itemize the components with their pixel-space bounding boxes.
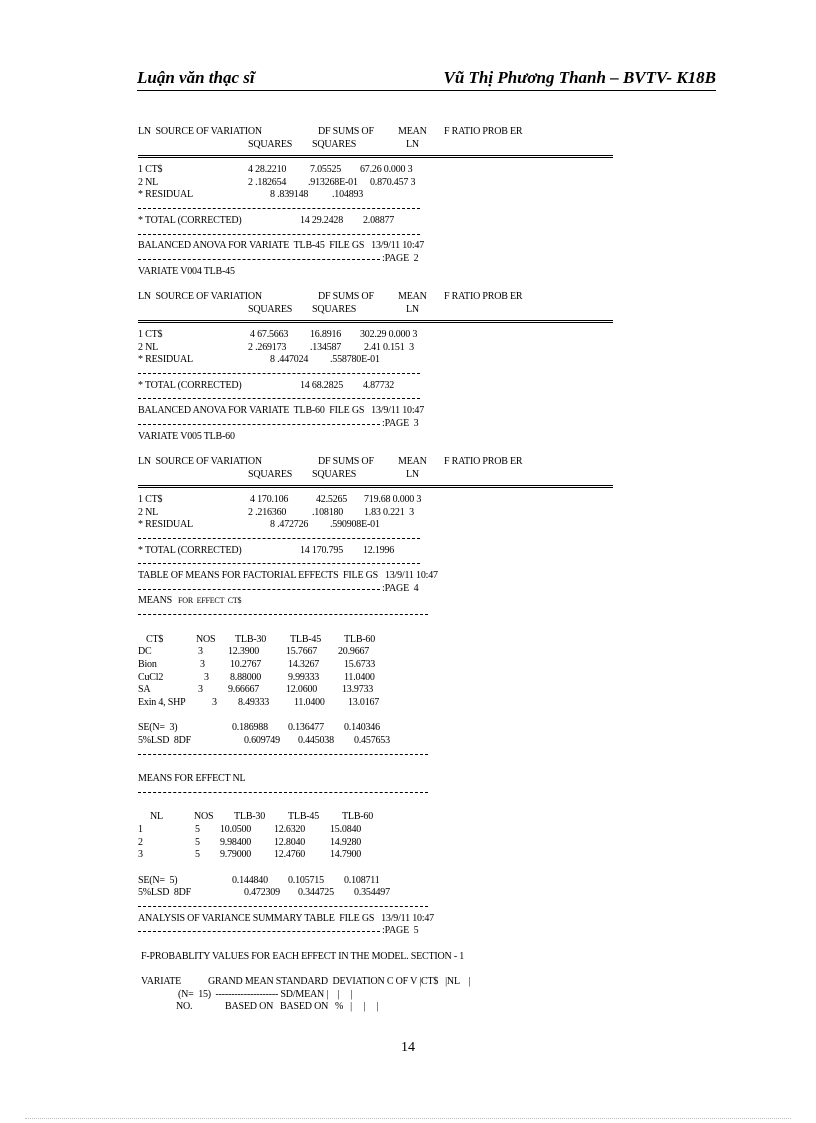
printout-cell: 15.0840 — [330, 823, 362, 835]
printout-cell: 15.6733 — [344, 658, 376, 670]
printout-cell: BALANCED ANOVA FOR VARIATE TLB-45 FILE GS 13/9/11 10:47 — [138, 240, 425, 252]
dashed-rule — [138, 792, 428, 793]
printout-cell: 8 .472726 — [270, 519, 309, 531]
printout-line — [138, 837, 638, 850]
printout-cell: CT$ — [146, 633, 164, 645]
footer-divider — [25, 1118, 791, 1119]
printout-cell: BASED ON BASED ON % | | | — [225, 1001, 379, 1013]
printout-cell: SQUARES — [312, 468, 357, 480]
printout-cell: VARIATE V004 TLB-45 — [138, 265, 235, 277]
printout-cell: DF SUMS OF — [318, 290, 374, 302]
printout-cell: 14 170.795 — [300, 544, 344, 556]
double-rule — [138, 320, 613, 323]
printout-cell: 9.79000 — [220, 849, 252, 861]
printout-cell: 0.144840 — [232, 874, 268, 886]
page-marker: :PAGE 4 — [382, 582, 419, 594]
printout-cell: TLB-30 — [234, 811, 266, 823]
printout-line — [138, 811, 638, 824]
printout-cell: TLB-30 — [235, 633, 267, 645]
dashed-rule — [138, 906, 428, 907]
dashed-rule — [138, 424, 380, 425]
printout-cell: SE(N= 5) — [138, 874, 178, 886]
printout-cell: .558780E-01 — [330, 354, 380, 366]
dashed-rule — [138, 234, 420, 235]
printout-line — [138, 494, 638, 507]
printout-cell: 1 CT$ — [138, 329, 163, 340]
printout-cell: F RATIO PROB ER — [444, 126, 523, 137]
printout-cell: 5%LSD 8DF — [138, 735, 192, 746]
printout-cell: .108180 — [312, 506, 344, 518]
printout-line — [138, 367, 638, 380]
printout-line — [138, 595, 638, 608]
printout-line — [138, 481, 638, 494]
printout-cell: MEANS FOR EFFECT NL — [138, 773, 246, 785]
printout-cell: 9.99333 — [288, 671, 320, 683]
printout-line — [138, 139, 638, 152]
double-rule — [138, 155, 613, 158]
printout-cell: 2.08877 — [363, 214, 395, 226]
printout-line — [138, 354, 638, 367]
printout-cell: .134587 — [310, 341, 342, 353]
printout-cell: NOS — [196, 633, 216, 645]
printout-cell: 11.0400 — [344, 671, 375, 683]
printout-cell: TLB-60 — [342, 811, 374, 823]
printout-line — [138, 253, 638, 266]
printout-line — [138, 469, 638, 482]
printout-line — [138, 329, 638, 342]
double-rule — [138, 485, 613, 488]
printout-cell: LN — [406, 468, 419, 480]
printout-cell: TABLE OF MEANS FOR FACTORIAL EFFECTS FILE GS 13/9/11 10:47 — [138, 570, 438, 582]
printout-cell: GRAND MEAN STANDARD DEVIATION C OF V |CT$ |NL | — [208, 976, 471, 988]
dashed-rule — [138, 754, 428, 755]
printout-line — [138, 202, 638, 215]
printout-cell: LN — [406, 138, 419, 150]
printout-line — [138, 989, 638, 1002]
printout-cell: 2 .269173 — [248, 341, 287, 353]
printout-cell: VARIATE — [141, 976, 182, 988]
printout-cell: SQUARES — [312, 303, 357, 315]
printout-line — [138, 760, 638, 773]
printout-cell: Exin 4, SHP — [138, 696, 186, 708]
printout-cell: (N= 15) -------------------- SD/MEAN | | | — [178, 988, 353, 1000]
printout-cell: NO. — [176, 1001, 193, 1013]
printout-line — [138, 887, 638, 900]
printout-line — [138, 215, 638, 228]
printout-cell: F-PROBABLITY VALUES FOR EACH EFFECT IN THE MODEL. SECTION - 1 — [141, 950, 465, 962]
dashed-rule — [138, 208, 420, 209]
printout-cell: * RESIDUAL — [138, 189, 193, 201]
printout-cell: 3 — [212, 696, 217, 708]
printout-cell: 14 29.2428 — [300, 214, 344, 226]
printout-line — [138, 621, 638, 634]
dashed-rule — [138, 614, 428, 615]
printout-line — [138, 722, 638, 735]
printout-cell: SQUARES — [248, 138, 293, 150]
printout-line — [138, 786, 638, 799]
printout-cell: * TOTAL (CORRECTED) — [138, 379, 242, 391]
printout-line — [138, 304, 638, 317]
printout-line — [138, 557, 638, 570]
printout-line — [138, 545, 638, 558]
dashed-rule — [138, 538, 420, 539]
dashed-rule — [138, 398, 420, 399]
printout-cell: 2.41 0.151 3 — [364, 341, 414, 353]
printout-cell: 302.29 0.000 3 — [360, 329, 418, 340]
printout-cell: 4 28.2210 — [248, 164, 287, 176]
printout-cell: 7.05525 — [310, 164, 342, 176]
printout-cell: 0.609749 — [244, 735, 280, 746]
page-number: 14 — [401, 1040, 415, 1055]
printout-line — [138, 126, 638, 139]
printout-cell: 12.4760 — [274, 849, 306, 861]
printout-line — [138, 684, 638, 697]
printout-cell: 0.108711 — [344, 874, 380, 886]
printout-cell: 3 — [200, 658, 205, 670]
printout-cell: LN — [406, 303, 419, 315]
printout-cell: 4.87732 — [363, 379, 395, 391]
printout-cell: SE(N= 3) — [138, 722, 178, 734]
printout-cell: NL — [150, 811, 163, 823]
printout-line — [138, 900, 638, 913]
printout-cell: 2 NL — [138, 341, 159, 353]
printout-cell: 8.49333 — [238, 696, 270, 708]
printout-cell: .104893 — [332, 189, 364, 201]
printout-line — [138, 189, 638, 202]
printout-cell: 4 170.106 — [250, 493, 289, 505]
printout-cell: MEAN — [398, 126, 427, 137]
printout-cell: 67.26 0.000 3 — [360, 164, 413, 176]
dashed-rule — [138, 563, 420, 564]
printout-line — [138, 608, 638, 621]
printout-cell: 10.2767 — [230, 658, 262, 670]
printout-line — [138, 963, 638, 976]
printout-cell: 1 — [138, 823, 143, 835]
printout-cell: 8 .839148 — [270, 189, 309, 201]
printout-cell: 719.68 0.000 3 — [364, 493, 422, 505]
printout-line — [138, 634, 638, 647]
printout-cell: 1 CT$ — [138, 493, 163, 505]
printout-line — [138, 862, 638, 875]
printout-cell: 11.0400 — [294, 696, 325, 708]
printout-cell: 5%LSD 8DF — [138, 887, 192, 899]
printout-cell: 12.6320 — [274, 823, 306, 835]
printout-cell: MEAN — [398, 455, 427, 467]
printout-line — [138, 875, 638, 888]
printout-cell: 12.8040 — [274, 836, 306, 848]
printout-cell: SA — [138, 684, 151, 696]
printout-cell: 12.0600 — [286, 684, 318, 696]
printout-cell: 15.7667 — [286, 646, 318, 658]
printout-line — [138, 925, 638, 938]
printout-line — [138, 431, 638, 444]
printout-cell: 10.0500 — [220, 823, 252, 835]
printout-cell: DF SUMS OF — [318, 455, 374, 467]
printout-line — [138, 532, 638, 545]
printout-cell: 2 .182654 — [248, 176, 287, 188]
printout-cell: * RESIDUAL — [138, 519, 193, 531]
printout-line — [138, 976, 638, 989]
printout-line — [138, 913, 638, 926]
dashed-rule — [138, 931, 380, 932]
printout-line — [138, 735, 638, 748]
page-marker: :PAGE 3 — [382, 417, 419, 429]
printout-cell: 0.472309 — [244, 887, 280, 899]
printout-cell: 12.1996 — [363, 544, 395, 556]
printout-line — [138, 240, 638, 253]
page-header — [137, 68, 716, 91]
printout-cell: 5 — [195, 836, 200, 848]
printout-cell: 0.445038 — [298, 735, 334, 746]
printout-line — [138, 570, 638, 583]
printout-cell: 5 — [195, 849, 200, 861]
printout-cell: 20.9667 — [338, 646, 370, 658]
printout-line — [138, 380, 638, 393]
printout-line — [138, 405, 638, 418]
printout-cell: 3 — [204, 671, 209, 683]
printout-cell: 13.9733 — [342, 684, 374, 696]
dashed-rule — [138, 259, 380, 260]
printout-cell: VARIATE V005 TLB-60 — [138, 430, 235, 442]
dashed-rule — [138, 589, 380, 590]
printout-cell: 0.140346 — [344, 722, 380, 734]
printout-cell: 13.0167 — [348, 696, 380, 708]
printout-cell: 3 — [138, 849, 143, 861]
printout-line — [138, 278, 638, 291]
printout-cell: TLB-60 — [344, 633, 376, 645]
printout-cell: LN SOURCE OF VARIATION — [138, 290, 262, 302]
printout-cell: 2 — [138, 836, 143, 848]
printout-cell: SQUARES — [248, 468, 293, 480]
printout-line — [138, 798, 638, 811]
anova-printout — [138, 126, 638, 1014]
printout-line — [138, 342, 638, 355]
printout-cell: LN SOURCE OF VARIATION — [138, 455, 262, 467]
printout-cell: 0.870.457 3 — [370, 176, 416, 188]
printout-line — [138, 291, 638, 304]
printout-line — [138, 164, 638, 177]
header-left-title: Luận văn thạc sĩ — [137, 68, 255, 87]
printout-line — [138, 824, 638, 837]
printout-cell: CuCl2 — [138, 671, 164, 683]
printout-cell: ANALYSIS OF VARIANCE SUMMARY TABLE FILE GS 13/9/11 10:47 — [138, 912, 434, 924]
dashed-rule — [138, 373, 420, 374]
header-right-author: Vũ Thị Phương Thanh – BVTV- K18B — [443, 68, 716, 87]
printout-cell: .913268E-01 — [308, 176, 358, 188]
printout-line — [138, 443, 638, 456]
printout-cell: 16.8916 — [310, 329, 342, 340]
printout-cell: 2 NL — [138, 176, 159, 188]
printout-cell: 8 .447024 — [270, 354, 309, 366]
printout-cell: FOR EFFECT CT$ — [178, 596, 242, 606]
printout-line — [138, 938, 638, 951]
printout-cell: 14.9280 — [330, 836, 362, 848]
printout-line — [138, 710, 638, 723]
printout-line — [138, 507, 638, 520]
printout-cell: 14.3267 — [288, 658, 320, 670]
printout-cell: 9.98400 — [220, 836, 252, 848]
printout-cell: 4 67.5663 — [250, 329, 289, 340]
printout-cell: Bion — [138, 658, 157, 670]
printout-line — [138, 773, 638, 786]
printout-cell: 3 — [198, 646, 203, 658]
printout-cell: 0.105715 — [288, 874, 324, 886]
printout-line — [138, 316, 638, 329]
printout-cell: 0.344725 — [298, 887, 334, 899]
printout-line — [138, 583, 638, 596]
printout-line — [138, 456, 638, 469]
printout-line — [138, 1001, 638, 1014]
printout-line — [138, 951, 638, 964]
printout-line — [138, 748, 638, 761]
printout-cell: 0.136477 — [288, 722, 324, 734]
printout-line — [138, 697, 638, 710]
printout-cell: 42.5265 — [316, 493, 348, 505]
printout-cell: 1.83 0.221 3 — [364, 506, 414, 518]
printout-line — [138, 672, 638, 685]
printout-line — [138, 228, 638, 241]
printout-cell: NOS — [194, 811, 214, 823]
printout-cell: 14.7900 — [330, 849, 362, 861]
printout-cell: BALANCED ANOVA FOR VARIATE TLB-60 FILE GS 13/9/11 10:47 — [138, 405, 425, 417]
printout-cell: MEAN — [398, 290, 427, 302]
printout-cell: 5 — [195, 823, 200, 835]
printout-line — [138, 519, 638, 532]
printout-cell: 12.3900 — [228, 646, 260, 658]
printout-line — [138, 266, 638, 279]
printout-cell: MEANS — [138, 595, 173, 607]
printout-line — [138, 849, 638, 862]
page-marker: :PAGE 5 — [382, 925, 419, 937]
printout-cell: DC — [138, 646, 152, 658]
printout-cell: 2 NL — [138, 506, 159, 518]
printout-line — [138, 646, 638, 659]
printout-cell: F RATIO PROB ER — [444, 455, 523, 467]
printout-line — [138, 418, 638, 431]
printout-line — [138, 177, 638, 190]
printout-cell: 14 68.2825 — [300, 379, 344, 391]
printout-cell: DF SUMS OF — [318, 126, 374, 137]
printout-cell: TLB-45 — [288, 811, 320, 823]
printout-cell: 2 .216360 — [248, 506, 287, 518]
printout-cell: F RATIO PROB ER — [444, 290, 523, 302]
page-marker: :PAGE 2 — [382, 252, 419, 264]
printout-cell: 0.186988 — [232, 722, 268, 734]
printout-cell: * TOTAL (CORRECTED) — [138, 214, 242, 226]
printout-cell: * TOTAL (CORRECTED) — [138, 544, 242, 556]
printout-line — [138, 151, 638, 164]
printout-cell: 0.457653 — [354, 735, 390, 746]
printout-cell: .590908E-01 — [330, 519, 380, 531]
printout-cell: 8.88000 — [230, 671, 262, 683]
printout-line — [138, 392, 638, 405]
printout-cell: 0.354497 — [354, 887, 390, 899]
printout-cell: SQUARES — [248, 303, 293, 315]
printout-cell: * RESIDUAL — [138, 354, 193, 366]
printout-cell: 1 CT$ — [138, 164, 163, 176]
printout-cell: TLB-45 — [290, 633, 322, 645]
printout-cell: SQUARES — [312, 138, 357, 150]
printout-cell: LN SOURCE OF VARIATION — [138, 126, 262, 137]
printout-cell: 9.66667 — [228, 684, 260, 696]
printout-line — [138, 659, 638, 672]
printout-cell: 3 — [198, 684, 203, 696]
